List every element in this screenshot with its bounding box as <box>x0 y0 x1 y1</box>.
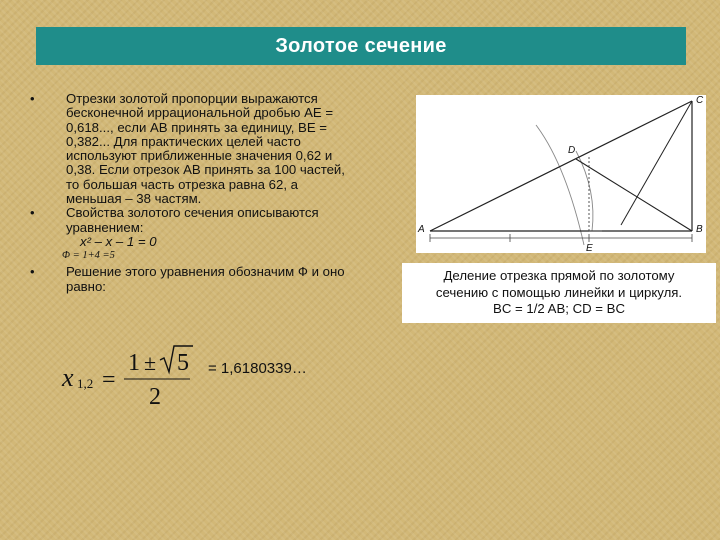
diagram-caption <box>402 263 716 323</box>
caption-line: BC = 1/2 AB; CD = BC <box>493 301 625 317</box>
bullet-dot: • <box>30 91 35 106</box>
formula-equals: = <box>102 367 116 393</box>
line-d-to-b <box>576 159 692 231</box>
quadratic-equation: x² – x – 1 = 0 <box>80 233 157 249</box>
bullet-line: Решение этого уравнения обозначим Ф и оно <box>66 264 345 280</box>
formula-variable: x <box>62 363 74 392</box>
bullet-line: Отрезки золотой пропорции выражаются <box>66 91 318 106</box>
construction-drawing <box>416 95 706 253</box>
caption-line: сечению с помощью линейки и циркуля. <box>435 284 683 300</box>
point-label-d: D <box>568 145 576 156</box>
bullet-line: 0,382... Для практических целей часто <box>66 133 301 149</box>
bullet-line: меньшая – 38 частям. <box>66 191 202 207</box>
bullet-line: 0,618..., если AB принять за единицу, BE = <box>66 119 327 135</box>
bullet-line: бесконечной иррациональной дробью AE = <box>66 105 334 121</box>
line-ac <box>430 101 692 231</box>
point-label-a: A <box>418 224 425 235</box>
formula-denominator: 2 <box>149 384 161 410</box>
bullet-dot: • <box>30 264 35 280</box>
bullet-item-3 <box>28 265 398 294</box>
point-label-c: C <box>696 95 704 106</box>
arc-from-a <box>576 151 593 231</box>
bullet-dot: • <box>30 205 35 221</box>
line-c-to-midpoint <box>621 101 692 225</box>
bullet-line: уравнением: <box>66 219 144 235</box>
formula-subscript: 1,2 <box>77 376 94 391</box>
caption-line: Деление отрезка прямой по золотому <box>443 268 675 284</box>
bullet-line: то большая часть отрезка равна 62, а <box>66 176 298 192</box>
slide-title: Золотое сечение <box>36 27 686 65</box>
golden-section-diagram <box>416 95 706 253</box>
arc-from-c <box>536 125 584 245</box>
bullet-line: Свойства золотого сечения описываются <box>66 205 319 221</box>
formula-result: = 1,6180339… <box>208 360 307 377</box>
point-label-e: E <box>586 243 593 253</box>
bullet-line: равно: <box>66 278 106 294</box>
formula-radicand: 5 <box>177 350 189 376</box>
bullet-item-1 <box>28 92 398 206</box>
bullet-item-2 <box>28 206 398 235</box>
formula-numerator-one: 1 <box>128 350 140 376</box>
bullet-line: 0,38. Если отрезок AB принять за 100 частей, <box>66 162 345 178</box>
bullet-list <box>28 92 398 294</box>
bullet-line: используют приближенные значения 0,62 и <box>66 148 333 164</box>
formula-plus-minus: ± <box>144 350 157 375</box>
phi-equation: Φ = 1+4 =5 <box>62 250 115 262</box>
point-label-b: B <box>696 224 703 235</box>
